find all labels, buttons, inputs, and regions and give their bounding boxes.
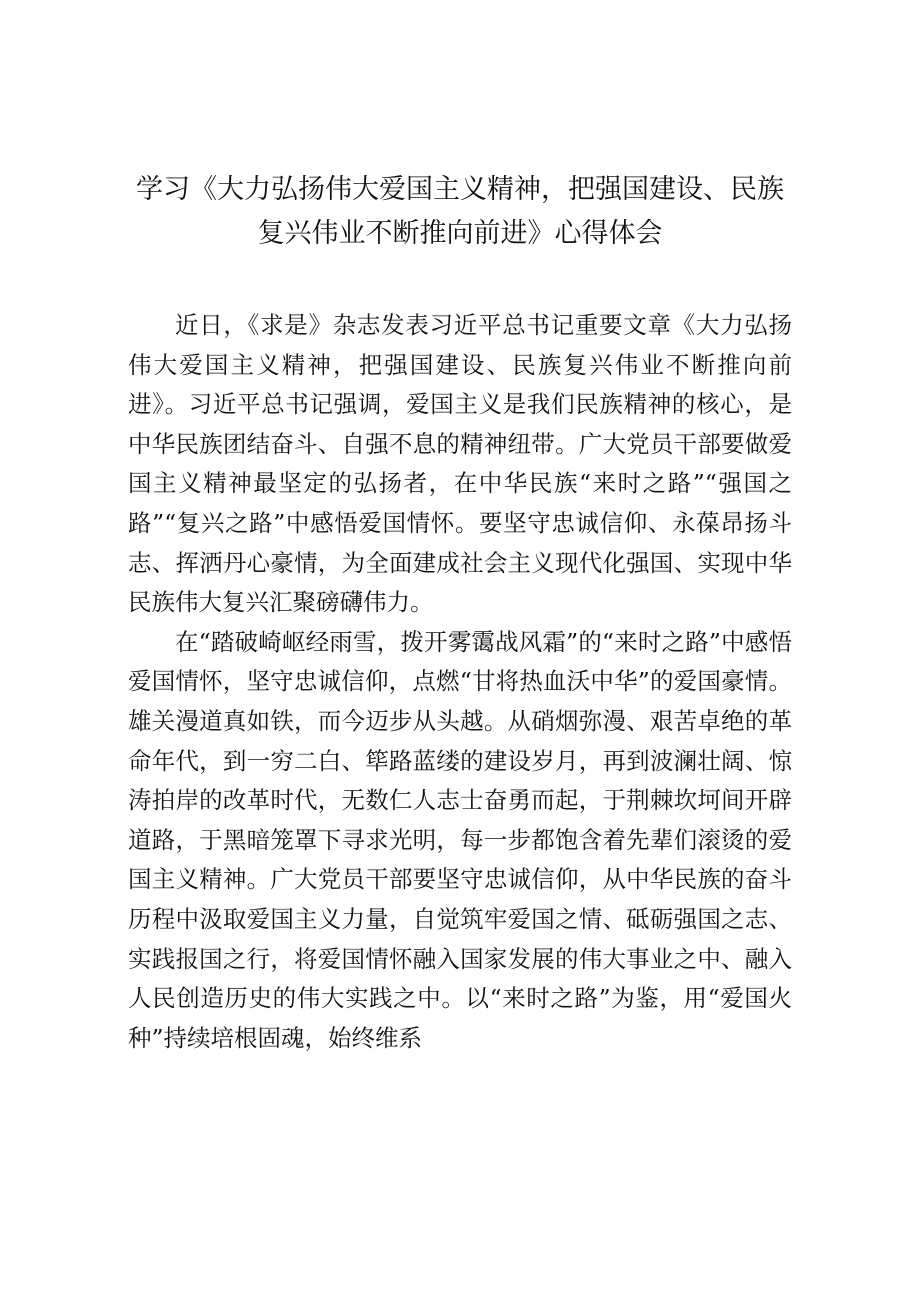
body-paragraph-2: 在“踏破崎岖经雨雪，拨开雾霭战风霜”的“来时之路”中感悟爱国情怀，坚守忠诚信仰，点燃“甘将热血沃中华”的爱国豪情。雄关漫道真如铁，而今迈步从头越。从硝烟弥漫、艰苦卓绝的革命年代，到一穷二白、筚路蓝缕的建设岁月，再到波澜壮阔、惊涛拍岸的改革时代，无数仁人志士奋勇而起，于荆棘坎坷间开辟道路，于黑暗笼罩下寻求光明，每一步都饱含着先辈们滚烫的爱国主义精神。广大党员干部要坚守忠诚信仰，从中华民族的奋斗历程中汲取爱国主义力量，自觉筑牢爱国之情、砥砺强国之志、实践报国之行，将爱国情怀融入国家发展的伟大事业之中、融入人民创造历史的伟大实践之中。以“来时之路”为鉴，用“爱国火种”持续培根固魂，始终维系 (128, 627, 792, 1052)
document-title (60, 168, 860, 256)
body-paragraph-1: 近日，《求是》杂志发表习近平总书记重要文章《大力弘扬伟大爱国主义精神，把强国建设、民族复兴伟业不断推向前进》。习近平总书记强调，爱国主义是我们民族精神的核心，是中华民族团结奋斗、自强不息的精神纽带。广大党员干部要做爱国主义精神最坚定的弘扬者，在中华民族“来时之路”“强国之路”“复兴之路”中感悟爱国情怀。要坚守忠诚信仰、永葆昂扬斗志、挥洒丹心豪情，为全面建成社会主义现代化强国、实现中华民族伟大复兴汇聚磅礴伟力。 (128, 311, 792, 617)
title-line-1: 学习《大力弘扬伟大爱国主义精神，把强国建设、民族 (136, 174, 784, 205)
title-line-2: 复兴伟业不断推向前进》心得体会 (257, 218, 663, 249)
document-body (128, 306, 792, 1058)
